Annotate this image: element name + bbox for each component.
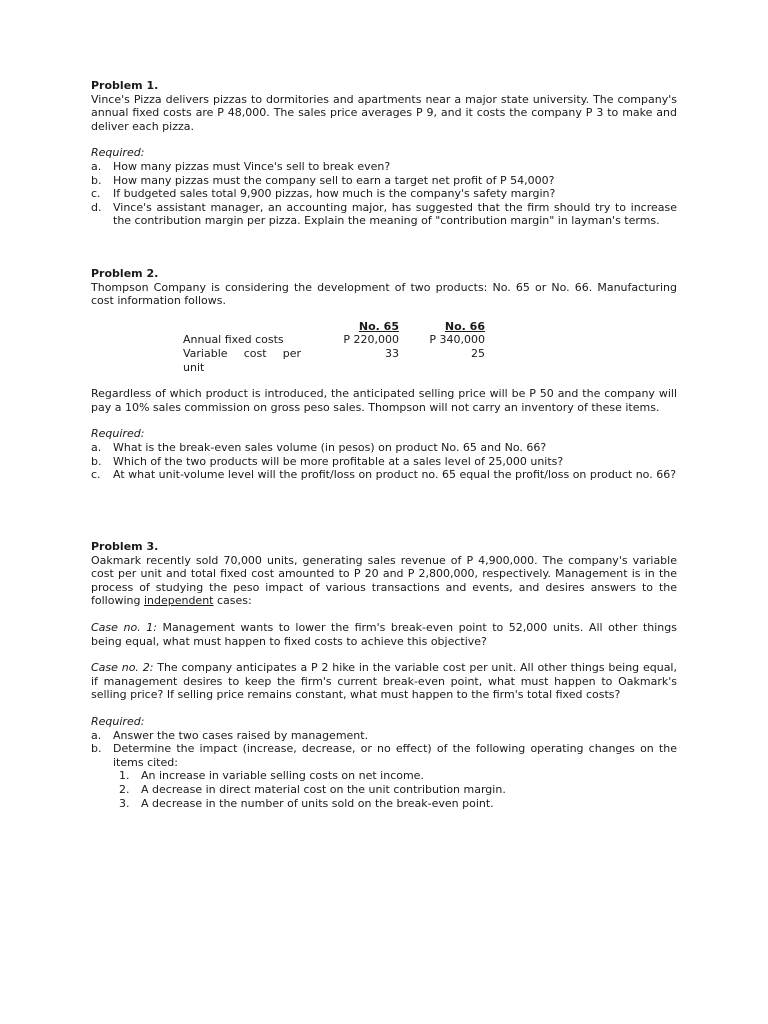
problem-2-section: [91, 267, 677, 482]
problem-3-title: Problem 3.: [91, 540, 159, 553]
case-2-label: Case no. 2:: [91, 661, 154, 675]
problem-1-section: [91, 79, 677, 228]
cell-value: P 340,000: [429, 333, 485, 347]
cell-value: P 220,000: [343, 333, 399, 347]
case-2: Case no. 2: The company anticipates a P 2 hike in the variable cost per unit. All other things being equal, if management desires to keep the firm's current break-even point, what must happen to Oakmark's selling price? If selling price remains constant, what must happen to the firm's total fixed costs?: [91, 661, 677, 702]
problem-1-required-label: Required:: [91, 146, 145, 160]
problem-3-section: [91, 540, 677, 810]
problem-3-item-a: a. Answer the two cases raised by management.: [91, 728, 369, 742]
problem-1-item-a: a. How many pizzas must Vince's sell to break even?: [91, 159, 391, 173]
cell-value: 25: [471, 346, 485, 360]
problem-2-item-a: a. What is the break-even sales volume (in pesos) on product No. 65 and No. 66?: [91, 440, 547, 454]
column-header-no-66: No. 66: [444, 319, 485, 333]
problem-3-intro: Oakmark recently sold 70,000 units, generating sales revenue of P 4,900,000. The company's variable cost per unit and total fixed cost amounted to P 20 and P 2,800,000, respectively. Management is in the process of studying the peso impact of various transactions and events, and desires answers to the following independent cases:: [91, 553, 677, 608]
problem-1-item-b: b. How many pizzas must the company sell to earn a target net profit of P 54,000?: [91, 173, 555, 187]
problem-2-required-label: Required:: [91, 427, 145, 441]
problem-3-subitem-1: 1. An increase in variable selling costs on net income.: [119, 769, 424, 783]
problem-3-required-label: Required:: [91, 714, 145, 728]
case-1: Case no. 1: Management wants to lower the firm's break-even point to 52,000 units. All other things being equal, what must happen to fixed costs to achieve this objective?: [91, 620, 677, 648]
table-row: [183, 347, 485, 374]
cost-table-header: [183, 320, 485, 334]
problem-2-item-b: b. Which of the two products will be more profitable at a sales level of 25,000 units?: [91, 454, 564, 468]
problem-2-title: Problem 2.: [91, 267, 159, 280]
problem-1-item-d: d. Vince's assistant manager, an accounting major, has suggested that the firm should try to increase the contribution margin per pizza. Explain the meaning of "contribution margin" in layman's terms.: [91, 200, 677, 228]
problem-3-subitem-2: 2. A decrease in direct material cost on the unit contribution margin.: [119, 782, 506, 796]
cell-value: 33: [385, 346, 399, 360]
table-row: [183, 333, 485, 347]
problem-1-intro: Vince's Pizza delivers pizzas to dormitories and apartments near a major state university. The company's annual fixed costs are P 48,000. The sales price averages P 9, and it costs the company P 3 to make and deliver each pizza.: [91, 92, 677, 133]
row-label-variable-cost: Variable cost per unit: [183, 346, 301, 374]
column-header-no-65: No. 65: [358, 319, 399, 333]
problem-3-item-b: b. Determine the impact (increase, decrease, or no effect) of the following operating changes on the items cited:: [91, 742, 677, 769]
case-1-label: Case no. 1:: [91, 620, 157, 634]
problem-2-item-c: c. At what unit-volume level will the profit/loss on product no. 65 equal the profit/loss on product no. 66?: [91, 468, 677, 482]
row-label-fixed-costs: Annual fixed costs: [183, 333, 284, 347]
independent-underlined: independent: [143, 594, 214, 608]
problem-2-intro: Thompson Company is considering the development of two products: No. 65 or No. 66. Manufacturing cost information follows.: [91, 280, 677, 308]
cost-table: [183, 320, 485, 374]
problem-3-subitem-3: 3. A decrease in the number of units sold on the break-even point.: [119, 796, 494, 810]
problem-1-title: Problem 1.: [91, 79, 159, 92]
problem-1-item-c: c. If budgeted sales total 9,900 pizzas, how much is the company's safety margin?: [91, 187, 556, 201]
problem-2-body: Regardless of which product is introduced, the anticipated selling price will be P 50 and the company will pay a 10% sales commission on gross peso sales. Thompson will not carry an inventory of these items.: [91, 387, 677, 414]
